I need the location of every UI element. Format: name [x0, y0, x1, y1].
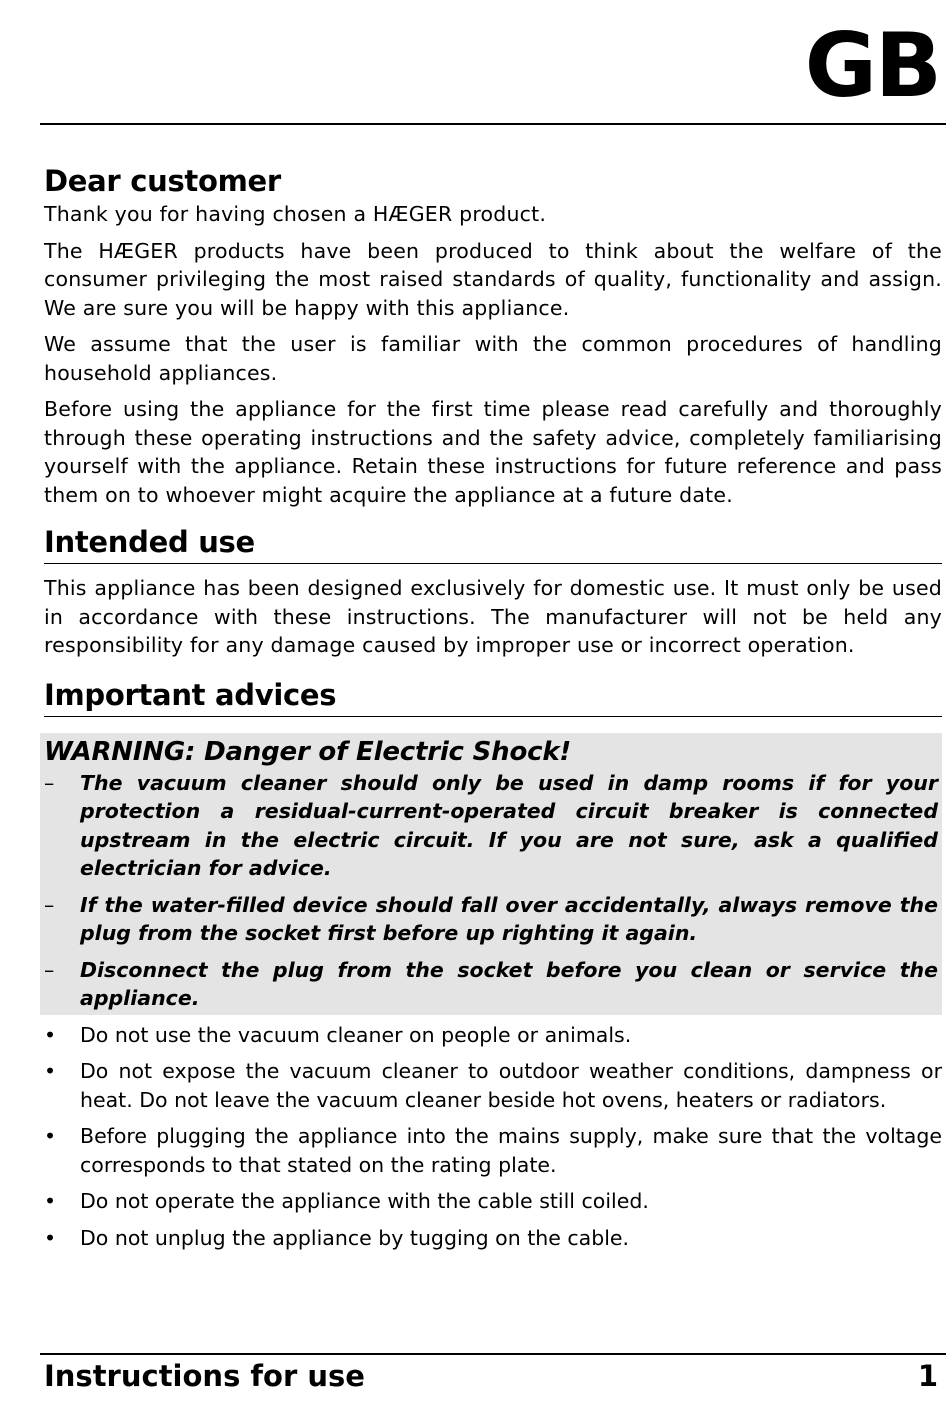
footer-rule — [40, 1353, 946, 1355]
dear-customer-section — [44, 162, 942, 509]
warning-item-text: The vacuum cleaner should only be used in damp rooms if for your protection a residual-current-operated circuit breaker is connected upstream in the electric circuit. If you are not sure, ask a qualified electrician for advice. — [80, 770, 938, 880]
advice-text: Do not expose the vacuum cleaner to outdoor weather conditions, dampness or heat. Do not leave the vacuum cleaner beside hot ovens, heaters or radiators. — [80, 1059, 942, 1112]
warning-item — [44, 956, 938, 1013]
intended-use-section — [44, 523, 942, 660]
advice-text: Do not operate the appliance with the cable still coiled. — [80, 1189, 649, 1213]
bullet-marker: • — [44, 1022, 57, 1047]
warning-item-text: If the water-filled device should fall over accidentally, always remove the plug from the socket first before up righting it again. — [80, 892, 938, 945]
advice-text: Before plugging the appliance into the mains supply, make sure that the voltage corresponds to that stated on the rating plate. — [80, 1124, 942, 1177]
advice-text: Do not use the vacuum cleaner on people or animals. — [80, 1022, 632, 1047]
dear-customer-heading: Dear customer — [44, 164, 281, 198]
intro-paragraph-2: The HÆGER products have been produced to think about the welfare of the consumer privileging the most raised standards of quality, functionality and assign. We are sure you will be happy with this appliance. — [44, 238, 942, 320]
dash-marker: – — [44, 892, 55, 917]
bullet-marker: • — [44, 1189, 57, 1213]
intro-paragraph-1: Thank you for having chosen a HÆGER product. — [44, 202, 547, 226]
warning-title: WARNING: Danger of Electric Shock! — [44, 736, 572, 767]
advice-bullet — [44, 1021, 942, 1050]
bullet-marker: • — [44, 1059, 57, 1083]
warning-item-text: Disconnect the plug from the socket before you clean or service the appliance. — [80, 957, 938, 1010]
important-advices-section — [44, 676, 942, 1253]
language-code: GB — [804, 14, 940, 117]
advice-bullet — [44, 1057, 942, 1114]
advice-text: Do not unplug the appliance by tugging on the cable. — [80, 1225, 630, 1250]
intro-paragraph-3: We assume that the user is familiar with the common procedures of handling household appliances. — [44, 332, 942, 385]
warning-item — [44, 891, 938, 948]
dash-marker: – — [44, 957, 55, 982]
page-content — [44, 162, 942, 1252]
advice-bullet — [44, 1122, 942, 1179]
intended-use-paragraph: This appliance has been designed exclusively for domestic use. It must only be used in accordance with these instructions. The manufacturer will not be held any responsibility for any damage caused by improper use or incorrect operation. — [44, 576, 942, 657]
warning-box — [40, 733, 942, 1015]
intro-paragraph-4: Before using the appliance for the first time please read carefully and thoroughly through these operating instructions and the safety advice, completely familiarising yourself with the appliance. Retain these instructions for future reference and pass them on to whoever might acquire the appliance at a future date. — [44, 397, 942, 507]
intended-use-heading: Intended use — [44, 523, 942, 564]
advice-bullet — [44, 1187, 942, 1216]
bullet-marker: • — [44, 1124, 57, 1148]
page-number: 1 — [917, 1359, 938, 1393]
bullet-marker: • — [44, 1225, 57, 1250]
important-advices-heading: Important advices — [44, 676, 942, 717]
warning-item — [44, 769, 938, 883]
advice-bullet — [44, 1224, 942, 1253]
header-rule — [40, 123, 946, 125]
dash-marker: – — [44, 770, 55, 795]
footer-title: Instructions for use — [44, 1359, 365, 1393]
